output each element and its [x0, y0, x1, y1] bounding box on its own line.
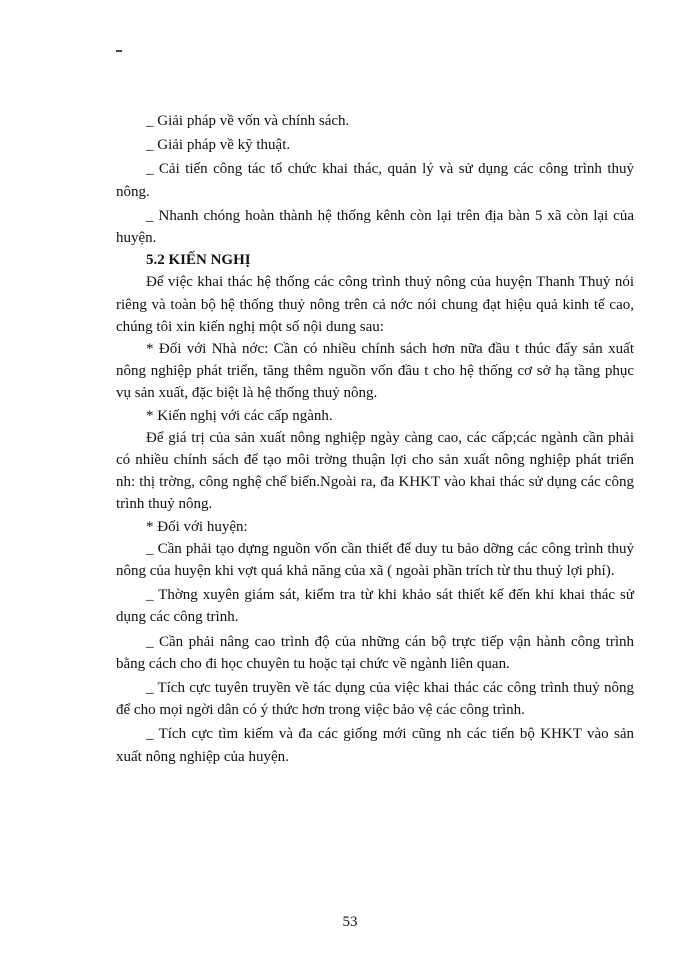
solution-item: _ Nhanh chóng hoàn thành hệ thống kênh còn lại trên địa bàn 5 xã còn lại của huyện. — [116, 207, 634, 247]
district-item: _ Tích cực tuyên truyền về tác dụng của việc khai thác các công trình thuỷ nông để cho mọi ngời dân có ý thức hơn trong việc bảo vệ các công trình. — [116, 680, 634, 719]
header-mark — [116, 50, 122, 52]
district-item: _ Thờng xuyên giám sát, kiểm tra từ khi khảo sát thiết kế đến khi khai thác sử dụng các công trình. — [116, 587, 634, 626]
intro-paragraph: Để việc khai thác hệ thống các công trình thuỷ nông của huyện Thanh Thuỷ nói riêng và toàn bộ hệ thống thuỷ nông trên cả nớc nói chung đạt hiệu quả kinh tế cao, chúng tôi xin kiến nghị một số nội dung sau: — [116, 274, 634, 335]
district-item: _ Cần phải nâng cao trình độ của những cán bộ trực tiếp vận hành công trình bằng cách cho đi học chuyên tu hoặc tại chức về ngành liên quan. — [116, 633, 634, 672]
district-item: _ Tích cực tìm kiếm và đa các giống mới cũng nh các tiến bộ KHKT vào sản xuất nông nghiệp của huyện. — [116, 726, 634, 765]
solution-item: _ Giải pháp về kỹ thuật. — [146, 137, 291, 154]
sector-heading: * Kiến nghị với các cấp ngành. — [146, 407, 333, 424]
solution-item: _ Cải tiến công tác tổ chức khai thác, quản lý và sử dụng các công trình thuỷ nông. — [116, 161, 634, 200]
page-number: 53 — [342, 914, 358, 930]
sector-paragraph: Để giá trị của sản xuất nông nghiệp ngày càng cao, các cấp;các ngành cần phải có nhiều chính sách để tạo môi trờng thuận lợi cho sản xuất nông nghiệp phát triển nh: thị trờng, công nghệ chế biến.Ngoài ra, đa KHKT vào khai thác sử dụng các công trình thuỷ nông. — [116, 429, 634, 513]
document-body — [116, 110, 634, 768]
section-heading: 5.2 KIẾN NGHỊ — [146, 252, 251, 269]
district-heading: * Đối với huyện: — [146, 518, 248, 535]
solution-item: _ Giải pháp về vốn và chính sách. — [146, 113, 350, 129]
district-item: _ Cần phải tạo dựng nguồn vốn cần thiết để duy tu bảo dỡng các công trình thuỷ nông của huyện khi vợt quá khả năng của xã ( ngoài phần trích từ thu thuỷ lợi phí). — [116, 540, 634, 580]
state-recommendation: * Đối với Nhà nớc: Cần có nhiều chính sách hơn nữa đầu t thúc đẩy sản xuất nông nghiệp phát triển, tăng thêm nguồn vốn đầu t cho hệ thống cơ sở hạ tầng phục vụ sản xuất, đặc biệt là hệ thống thuỷ nông. — [116, 341, 634, 402]
